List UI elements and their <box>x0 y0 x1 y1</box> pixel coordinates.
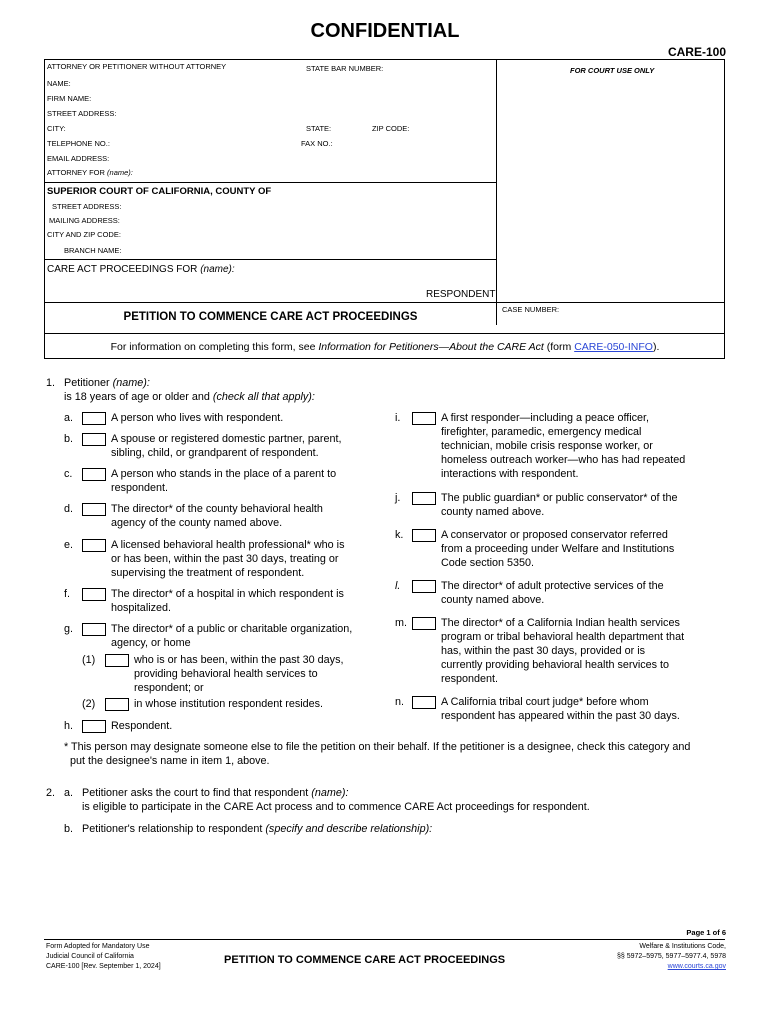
option-a-checkbox[interactable] <box>82 412 106 425</box>
item2b-letter: b. <box>64 823 74 835</box>
option-m-letter: m. <box>395 617 407 629</box>
footer-code1: Welfare & Institutions Code, <box>639 943 726 950</box>
option-a-letter: a. <box>64 412 74 424</box>
zip-label: ZIP CODE: <box>372 124 410 133</box>
item1-petitioner-text: Petitioner <box>64 377 110 389</box>
option-g-sub-1-text-line: providing behavioral health services to <box>134 668 318 680</box>
care-050-info-link[interactable]: CARE-050-INFO <box>574 341 653 353</box>
option-e-text-line: or has been, within the past 30 days, treating or <box>111 553 339 565</box>
option-h-checkbox[interactable] <box>82 720 106 733</box>
option-f-text-line: The director* of a hospital in which respondent is <box>111 588 344 600</box>
option-n-checkbox[interactable] <box>412 696 436 709</box>
option-a-text-line: A person who lives with respondent. <box>111 412 284 424</box>
option-i-letter: i. <box>395 412 401 424</box>
option-k-text-line: Code section 5350. <box>441 557 535 569</box>
option-i-text-line: firefighter, paramedic, emergency medical <box>441 426 642 438</box>
court-mailing-label: MAILING ADDRESS: <box>49 216 120 225</box>
proceedings-label <box>47 264 235 275</box>
footer-council: Judicial Council of California <box>46 953 134 960</box>
footnote-line: * This person may designate someone else to file the petition on their behalf. If the petitioner is a designee, check this category and <box>64 741 691 753</box>
page-number: Page 1 of 6 <box>686 928 726 937</box>
option-c-text-line: respondent. <box>111 482 169 494</box>
respondent-label: RESPONDENT <box>426 289 496 300</box>
item2a-main: Petitioner asks the court to find that respondent <box>82 787 309 799</box>
divider-attorney-court <box>44 182 497 183</box>
option-b-text-line: A spouse or registered domestic partner, parent, <box>111 433 342 445</box>
item2b-text <box>82 823 432 835</box>
divider-info-row <box>44 333 725 334</box>
option-e-text-line: A licensed behavioral health professional* who is <box>111 539 345 551</box>
state-label: STATE: <box>306 124 332 133</box>
item1-age-line <box>64 391 315 403</box>
option-d-checkbox[interactable] <box>82 503 106 516</box>
option-g-sub-1-number: (1) <box>82 654 96 666</box>
item1-petitioner-hint: (name): <box>112 377 150 389</box>
item2-number: 2. <box>46 787 56 799</box>
option-i-text-line: homeless outreach worker—who has had repeated <box>441 454 686 466</box>
option-g-letter: g. <box>64 623 74 635</box>
option-m-text-line: respondent. <box>441 673 499 685</box>
info-after: ). <box>652 341 660 353</box>
option-f-checkbox[interactable] <box>82 588 106 601</box>
item2a-letter: a. <box>64 787 74 799</box>
option-m-checkbox[interactable] <box>412 617 436 630</box>
divider-title-row <box>44 302 725 303</box>
option-l-checkbox[interactable] <box>412 580 436 593</box>
option-b-letter: b. <box>64 433 74 445</box>
option-n-text-line: respondent has appeared within the past 30 days. <box>441 710 680 722</box>
option-m-text-line: The director* of a California Indian health services <box>441 617 680 629</box>
footer-adopted: Form Adopted for Mandatory Use <box>46 943 150 950</box>
option-l-text-line: The director* of adult protective services of the <box>441 580 664 592</box>
option-m-text-line: currently providing behavioral health services to <box>441 659 670 671</box>
court-street-label: STREET ADDRESS: <box>52 202 122 211</box>
option-e-letter: e. <box>64 539 74 551</box>
court-use-divider <box>496 59 497 325</box>
footer-code2: §§ 5972–5975, 5977–5977.4, 5978 <box>617 953 726 960</box>
attorney-title: ATTORNEY OR PETITIONER WITHOUT ATTORNEY <box>47 62 227 71</box>
fax-label: FAX NO.: <box>301 139 333 148</box>
option-l-letter: l. <box>395 580 401 592</box>
option-g-sub-2-text-line: in whose institution respondent resides. <box>134 698 324 710</box>
proceedings-hint: (name): <box>200 264 235 275</box>
item2a-line2: is eligible to participate in the CARE Act process and to commence CARE Act proceedings for respondent. <box>82 801 590 813</box>
option-k-text-line: A conservator or proposed conservator referred <box>441 529 668 541</box>
footer-rev: CARE-100 [Rev. September 1, 2024] <box>46 963 161 970</box>
option-g-sub-1-text-line: who is or has been, within the past 30 days, <box>134 654 344 666</box>
city-label: CITY: <box>47 124 66 133</box>
option-d-text-line: The director* of the county behavioral health <box>111 503 323 515</box>
form-code: CARE-100 <box>667 45 726 59</box>
option-i-text-line: interactions with respondent. <box>441 468 579 480</box>
state-bar-label: STATE BAR NUMBER: <box>306 64 384 73</box>
attorney-for-label <box>47 168 133 177</box>
option-f-text-line: hospitalized. <box>111 602 172 614</box>
option-b-text-line: sibling, child, or grandparent of respondent. <box>111 447 319 459</box>
proceedings-text: CARE ACT PROCEEDINGS FOR <box>47 264 198 275</box>
option-d-letter: d. <box>64 503 74 515</box>
telephone-label: TELEPHONE NO.: <box>47 139 110 148</box>
option-e-text-line: supervising the treatment of respondent. <box>111 567 305 579</box>
option-j-text-line: The public guardian* or public conservator* of the <box>441 492 678 504</box>
item1-number: 1. <box>46 377 56 389</box>
item2b-hint: (specify and describe relationship): <box>265 823 433 835</box>
option-j-letter: j. <box>395 492 401 504</box>
court-use-label: FOR COURT USE ONLY <box>570 66 655 75</box>
option-l-text-line: county named above. <box>441 594 545 606</box>
option-j-checkbox[interactable] <box>412 492 436 505</box>
option-g-sub-2-checkbox[interactable] <box>105 698 129 711</box>
confidential-heading: CONFIDENTIAL <box>310 20 460 42</box>
email-label: EMAIL ADDRESS: <box>47 154 110 163</box>
firm-label: FIRM NAME: <box>47 94 92 103</box>
info-before: For information on completing this form, see <box>110 341 319 353</box>
option-c-checkbox[interactable] <box>82 468 106 481</box>
option-j-text-line: county named above. <box>441 506 545 518</box>
attorney-for-hint: (name): <box>107 168 133 177</box>
option-d-text-line: agency of the county named above. <box>111 517 283 529</box>
item1-check-all: (check all that apply): <box>212 391 315 403</box>
option-c-text-line: A person who stands in the place of a parent to <box>111 468 337 480</box>
info-line <box>0 341 770 353</box>
footer-rule <box>44 939 725 940</box>
info-italic: Information for Petitioners—About the CARE Act <box>318 341 544 353</box>
option-g-text-line: The director* of a public or charitable organization, <box>111 623 353 635</box>
option-h-text-line: Respondent. <box>111 720 173 732</box>
court-branch-label: BRANCH NAME: <box>64 246 122 255</box>
option-k-text-line: from a proceeding under Welfare and Institutions <box>441 543 675 555</box>
option-g-sub-1-checkbox[interactable] <box>105 654 129 667</box>
divider-court-proceedings <box>44 259 497 260</box>
petition-title: PETITION TO COMMENCE CARE ACT PROCEEDINGS <box>123 311 418 323</box>
option-k-checkbox[interactable] <box>412 529 436 542</box>
option-k-letter: k. <box>395 529 404 541</box>
court-city-zip-label: CITY AND ZIP CODE: <box>47 230 121 239</box>
item2a-hint: (name): <box>311 787 349 799</box>
option-g-checkbox[interactable] <box>82 623 106 636</box>
item2b-main: Petitioner's relationship to respondent <box>82 823 263 835</box>
court-title: SUPERIOR COURT OF CALIFORNIA, COUNTY OF <box>47 186 272 197</box>
attorney-for-text: ATTORNEY FOR <box>47 168 105 177</box>
option-i-text-line: technician, mobile crisis response worker, or <box>441 440 653 452</box>
option-n-text-line: A California tribal court judge* before whom <box>441 696 649 708</box>
option-i-text-line: A first responder—including a peace officer, <box>441 412 650 424</box>
option-n-letter: n. <box>395 696 405 708</box>
footer-title: PETITION TO COMMENCE CARE ACT PROCEEDINGS <box>224 954 506 966</box>
option-m-text-line: program or tribal behavioral health department that <box>441 631 685 643</box>
item2a-text <box>82 787 348 799</box>
item1-petitioner <box>64 377 150 389</box>
option-h-letter: h. <box>64 720 74 732</box>
option-g-sub-1-text-line: respondent; or <box>134 682 204 694</box>
street-label: STREET ADDRESS: <box>47 109 117 118</box>
option-m-text-line: has, within the past 30 days, provided or is <box>441 645 646 657</box>
courts-website-link[interactable]: www.courts.ca.gov <box>667 963 726 970</box>
info-mid: (form <box>543 341 575 353</box>
option-b-checkbox[interactable] <box>82 433 106 446</box>
item1-age-text: is 18 years of age or older and <box>64 391 210 403</box>
option-g-sub-2-number: (2) <box>82 698 96 710</box>
option-e-checkbox[interactable] <box>82 539 106 552</box>
footnote-line: put the designee's name in item 1, above. <box>70 755 270 767</box>
name-label: NAME: <box>47 79 71 88</box>
option-g-text-line: agency, or home <box>111 637 191 649</box>
case-number-label: CASE NUMBER: <box>502 305 560 314</box>
option-f-letter: f. <box>64 588 70 600</box>
option-i-checkbox[interactable] <box>412 412 436 425</box>
option-c-letter: c. <box>64 468 73 480</box>
